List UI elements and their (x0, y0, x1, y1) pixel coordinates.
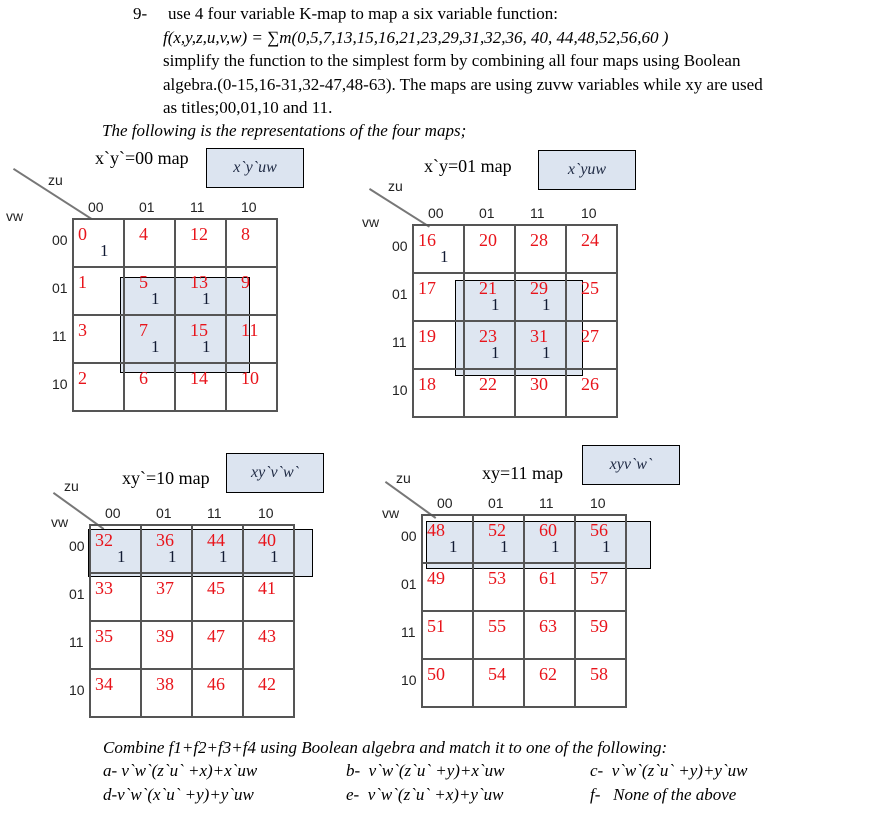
col-variable-label: zu (388, 178, 403, 194)
minterm-number: 42 (258, 674, 276, 694)
row-label: 11 (392, 334, 407, 350)
option-c-text: v`w`(z`u` +y)+y`uw (611, 761, 748, 780)
question-line-3: simplify the function to the simplest form by combining all four maps using Boolean (163, 51, 741, 70)
column-label: 00 (428, 205, 444, 221)
kmap-cell (473, 563, 524, 611)
kmap-cell (90, 525, 141, 573)
kmap-cell (192, 525, 243, 573)
minterm-number: 24 (581, 230, 599, 250)
minterm-number: 4 (139, 224, 148, 244)
row-label: 01 (401, 576, 417, 592)
kmap-cell (243, 621, 294, 669)
question-line-1: use 4 four variable K-map to map a six variable function: (168, 4, 558, 23)
cell-value: 1 (449, 537, 458, 556)
cell-value: 1 (151, 337, 160, 356)
kmap-cell (226, 267, 277, 315)
minterm-number: 40 (258, 530, 276, 550)
kmap-cell (73, 219, 124, 267)
kmap-cell (575, 659, 626, 707)
kmap-cell (124, 315, 175, 363)
cell-value: 1 (219, 547, 228, 566)
minterm-number: 60 (539, 520, 557, 540)
map-title: x`y=01 map (424, 156, 512, 176)
row-label: 11 (401, 624, 416, 640)
row-label: 10 (69, 682, 85, 698)
kmap-grid (412, 224, 618, 418)
row-label: 00 (52, 232, 68, 248)
group-term-box: xy`v`w` (226, 453, 324, 493)
row-label: 10 (52, 376, 68, 392)
row-label: 00 (69, 538, 85, 554)
minterm-number: 47 (207, 626, 225, 646)
kmap-cell (566, 321, 617, 369)
option-a[interactable] (103, 761, 257, 781)
row-variable-label: vw (51, 514, 69, 530)
column-label: 00 (88, 199, 104, 215)
row-label: 01 (392, 286, 408, 302)
minterm-number: 54 (488, 664, 506, 684)
minterm-number: 45 (207, 578, 225, 598)
question-line-4: algebra.(0-15,16-31,32-47,48-63). The maps are using zuvw variables while xy are used (163, 75, 763, 94)
minterm-number: 39 (156, 626, 174, 646)
column-label: 01 (488, 495, 504, 511)
minterm-number: 58 (590, 664, 608, 684)
row-label: 11 (52, 328, 67, 344)
minterm-number: 44 (207, 530, 225, 550)
maps-intro: The following is the representations of the four maps; (102, 121, 467, 140)
column-label: 01 (139, 199, 155, 215)
col-variable-label: zu (64, 478, 79, 494)
minterm-number: 10 (241, 368, 259, 388)
kmap-cell (90, 669, 141, 717)
group-term-box: x`y`uw (206, 148, 304, 188)
kmap-cell (243, 573, 294, 621)
kmap-cell (473, 515, 524, 563)
row-variable-label: vw (382, 505, 400, 521)
combine-prompt: Combine f1+f2+f3+f4 using Boolean algebra and match it to one of the following: (103, 738, 668, 757)
minterm-number: 57 (590, 568, 608, 588)
kmap-cell (141, 525, 192, 573)
group-term-box: xyv`w` (582, 445, 680, 485)
kmap-cell (124, 219, 175, 267)
minterm-number: 31 (530, 326, 548, 346)
cell-value: 1 (542, 343, 551, 362)
minterm-number: 51 (427, 616, 445, 636)
minterm-number: 56 (590, 520, 608, 540)
minterm-number: 22 (479, 374, 497, 394)
kmap-cell (524, 659, 575, 707)
minterm-number: 25 (581, 278, 599, 298)
cell-value: 1 (542, 295, 551, 314)
minterm-number: 62 (539, 664, 557, 684)
kmap-cell (422, 563, 473, 611)
cell-value: 1 (602, 537, 611, 556)
cell-value: 1 (270, 547, 279, 566)
kmap-cell (243, 525, 294, 573)
kmap-cell (124, 267, 175, 315)
minterm-number: 21 (479, 278, 497, 298)
minterm-number: 35 (95, 626, 113, 646)
minterm-number: 30 (530, 374, 548, 394)
minterm-number: 3 (78, 320, 87, 340)
kmap-cell (464, 321, 515, 369)
kmap-grid (421, 514, 627, 708)
kmap-cell (141, 621, 192, 669)
column-label: 00 (437, 495, 453, 511)
option-a-label: a- (103, 761, 118, 780)
kmap-cell (73, 363, 124, 411)
kmap-cell (175, 219, 226, 267)
column-label: 10 (581, 205, 597, 221)
minterm-number: 23 (479, 326, 497, 346)
kmap-cell (524, 515, 575, 563)
option-d-text: v`w`(x`u` +y)+y`uw (117, 785, 254, 804)
cell-value: 1 (500, 537, 509, 556)
cell-value: 1 (117, 547, 126, 566)
minterm-number: 52 (488, 520, 506, 540)
minterm-number: 16 (418, 230, 436, 250)
column-label: 01 (156, 505, 172, 521)
question-number: 9- (133, 4, 148, 23)
minterm-number: 11 (241, 320, 259, 340)
minterm-number: 41 (258, 578, 276, 598)
minterm-number: 5 (139, 272, 148, 292)
kmap-cell (175, 315, 226, 363)
kmap-cell (141, 573, 192, 621)
column-label: 11 (207, 505, 222, 521)
minterm-number: 7 (139, 320, 148, 340)
minterm-number: 32 (95, 530, 113, 550)
column-label: 11 (539, 495, 554, 511)
kmap-cell (464, 225, 515, 273)
kmap-cell (566, 273, 617, 321)
kmap-cell (524, 611, 575, 659)
minterm-number: 18 (418, 374, 436, 394)
col-variable-label: zu (396, 470, 411, 486)
minterm-number: 48 (427, 520, 445, 540)
kmap-grid (89, 524, 295, 718)
minterm-number: 19 (418, 326, 436, 346)
minterm-number: 13 (190, 272, 208, 292)
kmap-cell (141, 669, 192, 717)
row-label: 00 (401, 528, 417, 544)
option-c-label: c- (590, 761, 604, 780)
kmap-cell (175, 363, 226, 411)
cell-value: 1 (551, 537, 560, 556)
col-variable-label: zu (48, 172, 63, 188)
option-a-text: v`w`(z`u` +x)+x`uw (121, 761, 258, 780)
cell-value: 1 (168, 547, 177, 566)
option-f[interactable] (590, 785, 736, 805)
kmap-cell (90, 621, 141, 669)
kmap-cell (473, 611, 524, 659)
minterm-number: 37 (156, 578, 174, 598)
row-label: 01 (52, 280, 68, 296)
kmap-cell (575, 515, 626, 563)
kmap-cell (422, 515, 473, 563)
kmap-cell (226, 363, 277, 411)
kmap-cell (515, 321, 566, 369)
kmap-cell (226, 315, 277, 363)
map-title: xy`=10 map (122, 468, 210, 488)
column-label: 10 (241, 199, 257, 215)
kmap-cell (422, 659, 473, 707)
minterm-number: 12 (190, 224, 208, 244)
cell-value: 1 (491, 295, 500, 314)
minterm-number: 20 (479, 230, 497, 250)
minterm-number: 36 (156, 530, 174, 550)
minterm-number: 6 (139, 368, 148, 388)
option-e[interactable] (346, 785, 503, 805)
column-label: 10 (590, 495, 606, 511)
minterm-number: 33 (95, 578, 113, 598)
kmap-cell (175, 267, 226, 315)
minterm-number: 38 (156, 674, 174, 694)
cell-value: 1 (100, 241, 109, 260)
row-label: 00 (392, 238, 408, 254)
minterm-number: 43 (258, 626, 276, 646)
kmap-cell (422, 611, 473, 659)
function-definition: f(x,y,z,u,v,w) = ∑m(0,5,7,13,15,16,21,23,29,31,32,36, 40, 44,48,52,56,60 ) (163, 28, 669, 47)
kmap-cell (473, 659, 524, 707)
minterm-number: 28 (530, 230, 548, 250)
option-b-text: v`w`(z`u` +y)+x`uw (368, 761, 505, 780)
kmap-cell (575, 563, 626, 611)
minterm-number: 53 (488, 568, 506, 588)
kmap-cell (566, 225, 617, 273)
row-label: 01 (69, 586, 85, 602)
option-d-label: d- (103, 785, 118, 804)
minterm-number: 17 (418, 278, 436, 298)
kmap-cell (90, 573, 141, 621)
group-term-box: x`yuw (538, 150, 636, 190)
kmap-cell (515, 273, 566, 321)
minterm-number: 15 (190, 320, 208, 340)
row-label: 10 (401, 672, 417, 688)
map-title: x`y`=00 map (95, 148, 189, 168)
minterm-number: 63 (539, 616, 557, 636)
minterm-number: 0 (78, 224, 87, 244)
minterm-number: 55 (488, 616, 506, 636)
minterm-number: 49 (427, 568, 445, 588)
kmap-cell (243, 669, 294, 717)
column-label: 00 (105, 505, 121, 521)
minterm-number: 59 (590, 616, 608, 636)
column-label: 11 (190, 199, 205, 215)
minterm-number: 8 (241, 224, 250, 244)
option-f-text: None of the above (613, 785, 737, 804)
column-label: 10 (258, 505, 274, 521)
kmap-cell (73, 315, 124, 363)
minterm-number: 34 (95, 674, 113, 694)
kmap-grid (72, 218, 278, 412)
minterm-number: 2 (78, 368, 87, 388)
cell-value: 1 (440, 247, 449, 266)
option-e-label: e- (346, 785, 360, 804)
map-title: xy=11 map (482, 463, 563, 483)
cell-value: 1 (202, 289, 211, 308)
option-b-label: b- (346, 761, 361, 780)
kmap-cell (413, 321, 464, 369)
option-f-label: f- (590, 785, 601, 804)
kmap-cell (413, 273, 464, 321)
row-label: 11 (69, 634, 84, 650)
minterm-number: 27 (581, 326, 599, 346)
row-variable-label: vw (362, 214, 380, 230)
option-c[interactable] (590, 761, 747, 781)
kmap-cell (73, 267, 124, 315)
minterm-number: 14 (190, 368, 208, 388)
kmap-cell (515, 369, 566, 417)
column-label: 01 (479, 205, 495, 221)
kmap-cell (464, 273, 515, 321)
option-b[interactable] (346, 761, 504, 781)
kmap-cell (192, 573, 243, 621)
row-label: 10 (392, 382, 408, 398)
minterm-number: 29 (530, 278, 548, 298)
option-e-text: v`w`(z`u` +x)+y`uw (367, 785, 504, 804)
minterm-number: 61 (539, 568, 557, 588)
kmap-cell (566, 369, 617, 417)
minterm-number: 26 (581, 374, 599, 394)
kmap-cell (413, 369, 464, 417)
kmap-cell (515, 225, 566, 273)
kmap-cell (464, 369, 515, 417)
minterm-number: 9 (241, 272, 250, 292)
minterm-number: 1 (78, 272, 87, 292)
row-variable-label: vw (6, 208, 24, 224)
minterm-number: 46 (207, 674, 225, 694)
option-d[interactable] (103, 785, 254, 805)
kmap-cell (192, 621, 243, 669)
column-label: 11 (530, 205, 545, 221)
kmap-cell (226, 219, 277, 267)
question-line-5: as titles;00,01,10 and 11. (163, 98, 333, 117)
kmap-cell (575, 611, 626, 659)
kmap-cell (192, 669, 243, 717)
kmap-cell (124, 363, 175, 411)
cell-value: 1 (202, 337, 211, 356)
cell-value: 1 (491, 343, 500, 362)
kmap-cell (413, 225, 464, 273)
kmap-cell (524, 563, 575, 611)
minterm-number: 50 (427, 664, 445, 684)
cell-value: 1 (151, 289, 160, 308)
